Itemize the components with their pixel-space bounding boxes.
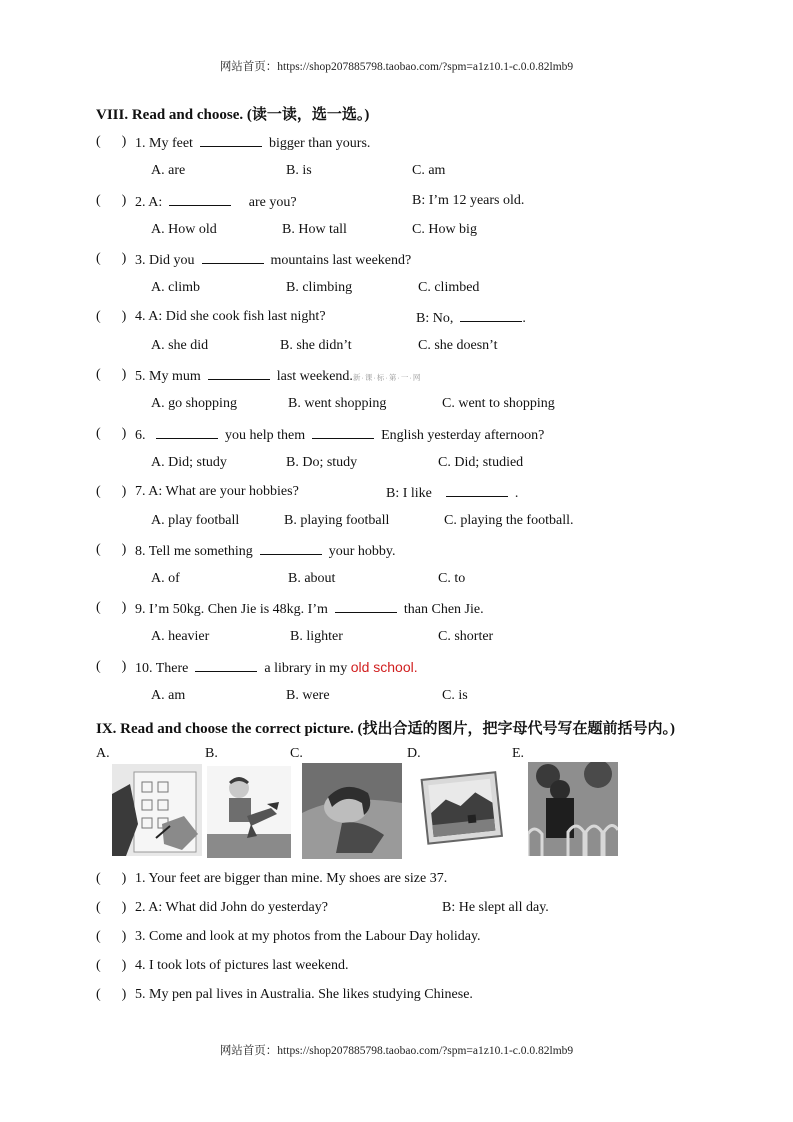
option-a[interactable]: A. she did — [151, 338, 209, 353]
answer-paren[interactable]: ( ) — [96, 193, 127, 208]
option-c[interactable]: C. climbed — [418, 280, 480, 295]
header-url: 网站首页：https://shop207885798.taobao.com/?spm=a1z10.1-c.0.0.82lmb9 — [219, 61, 574, 73]
option-a[interactable]: A. are — [151, 163, 186, 178]
answer-paren[interactable]: ( ) — [96, 251, 127, 266]
option-c[interactable]: C. to — [438, 571, 466, 586]
answer-paren[interactable]: ( ) — [96, 426, 127, 441]
question-text: 7. A: What are your hobbies? — [135, 484, 299, 499]
picture-c-sleeping-image — [302, 763, 402, 859]
option-c[interactable]: C. shorter — [438, 629, 494, 644]
option-c[interactable]: C. playing the football. — [444, 513, 574, 528]
picture-b-boy-image — [207, 766, 291, 858]
answer-paren[interactable]: ( ) — [96, 987, 127, 1002]
fill-blank[interactable] — [200, 134, 262, 147]
question-text: 4. A: Did she cook fish last night? — [135, 309, 326, 324]
option-a[interactable]: A. heavier — [151, 629, 210, 644]
fill-blank[interactable] — [208, 367, 270, 380]
red-text: old school. — [350, 659, 418, 675]
section-9-title: IX. Read and choose the correct picture. (找出合适的图片，把字母代号写在题前括号内。) — [96, 721, 675, 737]
option-b[interactable]: B. were — [286, 688, 330, 703]
option-c[interactable]: C. Did; studied — [438, 455, 524, 470]
option-c[interactable]: C. How big — [412, 222, 477, 237]
fill-blank[interactable] — [202, 251, 264, 264]
question-text: 2. A: are you? — [135, 195, 297, 210]
option-b[interactable]: B. about — [288, 571, 336, 586]
option-a[interactable]: A. of — [151, 571, 180, 586]
answer-paren[interactable]: ( ) — [96, 309, 127, 324]
question-right: B: I like . — [386, 486, 519, 501]
question-text: 4. I took lots of pictures last weekend. — [135, 958, 349, 973]
option-b[interactable]: B. How tall — [282, 222, 347, 237]
fill-blank[interactable] — [312, 426, 374, 439]
fill-blank[interactable] — [460, 309, 522, 322]
option-a[interactable]: A. How old — [151, 222, 217, 237]
fill-blank[interactable] — [195, 659, 257, 672]
question-text: 1. My feet bigger than yours. — [135, 136, 371, 151]
question-text: 2. A: What did John do yesterday? — [135, 900, 328, 915]
option-a[interactable]: A. play football — [151, 513, 240, 528]
fill-blank[interactable] — [335, 600, 397, 613]
picture-e-child-image — [528, 762, 618, 856]
option-a[interactable]: A. go shopping — [151, 396, 237, 411]
question-text: 5. My pen pal lives in Australia. She likes studying Chinese. — [135, 987, 473, 1002]
question-text: 10. There a library in my old school. — [135, 659, 418, 676]
picture-label-a: A. — [96, 746, 110, 761]
option-c[interactable]: C. she doesn’t — [418, 338, 498, 353]
answer-paren[interactable]: ( ) — [96, 600, 127, 615]
picture-a-writing-image — [112, 764, 202, 856]
picture-d-photo-image — [417, 766, 505, 854]
watermark: 新·课·标·第·一·网 — [352, 373, 422, 382]
picture-label-b: B. — [205, 746, 218, 761]
answer-paren[interactable]: ( ) — [96, 871, 127, 886]
question-text: 9. I’m 50kg. Chen Jie is 48kg. I’m than Chen Jie. — [135, 602, 484, 617]
option-a[interactable]: A. Did; study — [151, 455, 227, 470]
answer-paren[interactable]: ( ) — [96, 900, 127, 915]
question-text: 5. My mum last weekend.新·课·标·第·一·网 — [135, 369, 422, 384]
question-text: 1. Your feet are bigger than mine. My shoes are size 37. — [135, 871, 448, 886]
footer-url: 网站首页：https://shop207885798.taobao.com/?spm=a1z10.1-c.0.0.82lmb9 — [219, 1045, 574, 1057]
option-b[interactable]: B. playing football — [284, 513, 390, 528]
question-right: B: I’m 12 years old. — [412, 193, 525, 208]
question-text: 8. Tell me something your hobby. — [135, 544, 396, 559]
picture-label-c: C. — [290, 746, 303, 761]
answer-paren[interactable]: ( ) — [96, 929, 127, 944]
option-b[interactable]: B. is — [286, 163, 312, 178]
answer-paren[interactable]: ( ) — [96, 958, 127, 973]
option-b[interactable]: B. climbing — [286, 280, 353, 295]
answer-paren[interactable]: ( ) — [96, 659, 127, 674]
fill-blank[interactable] — [446, 484, 508, 497]
option-a[interactable]: A. am — [151, 688, 186, 703]
option-b[interactable]: B. she didn’t — [280, 338, 352, 353]
question-text: 3. Come and look at my photos from the Labour Day holiday. — [135, 929, 481, 944]
question-right: B: No, . — [416, 311, 526, 326]
answer-paren[interactable]: ( ) — [96, 367, 127, 382]
option-c[interactable]: C. am — [412, 163, 446, 178]
answer-paren[interactable]: ( ) — [96, 484, 127, 499]
option-b[interactable]: B. went shopping — [288, 396, 387, 411]
question-text: 3. Did you mountains last weekend? — [135, 253, 412, 268]
answer-paren[interactable]: ( ) — [96, 542, 127, 557]
option-c[interactable]: C. went to shopping — [442, 396, 555, 411]
fill-blank[interactable] — [169, 193, 231, 206]
picture-label-e: E. — [512, 746, 525, 761]
option-b[interactable]: B. lighter — [290, 629, 343, 644]
question-right: B: He slept all day. — [442, 900, 549, 915]
answer-paren[interactable]: ( ) — [96, 134, 127, 149]
question-text: 6. you help them English yesterday afternoon? — [135, 428, 545, 443]
section-8-title: VIII. Read and choose. (读一读，选一选。) — [96, 107, 370, 123]
fill-blank[interactable] — [260, 542, 322, 555]
option-b[interactable]: B. Do; study — [286, 455, 358, 470]
picture-label-d: D. — [407, 746, 421, 761]
option-c[interactable]: C. is — [442, 688, 468, 703]
fill-blank[interactable] — [156, 426, 218, 439]
option-a[interactable]: A. climb — [151, 280, 200, 295]
